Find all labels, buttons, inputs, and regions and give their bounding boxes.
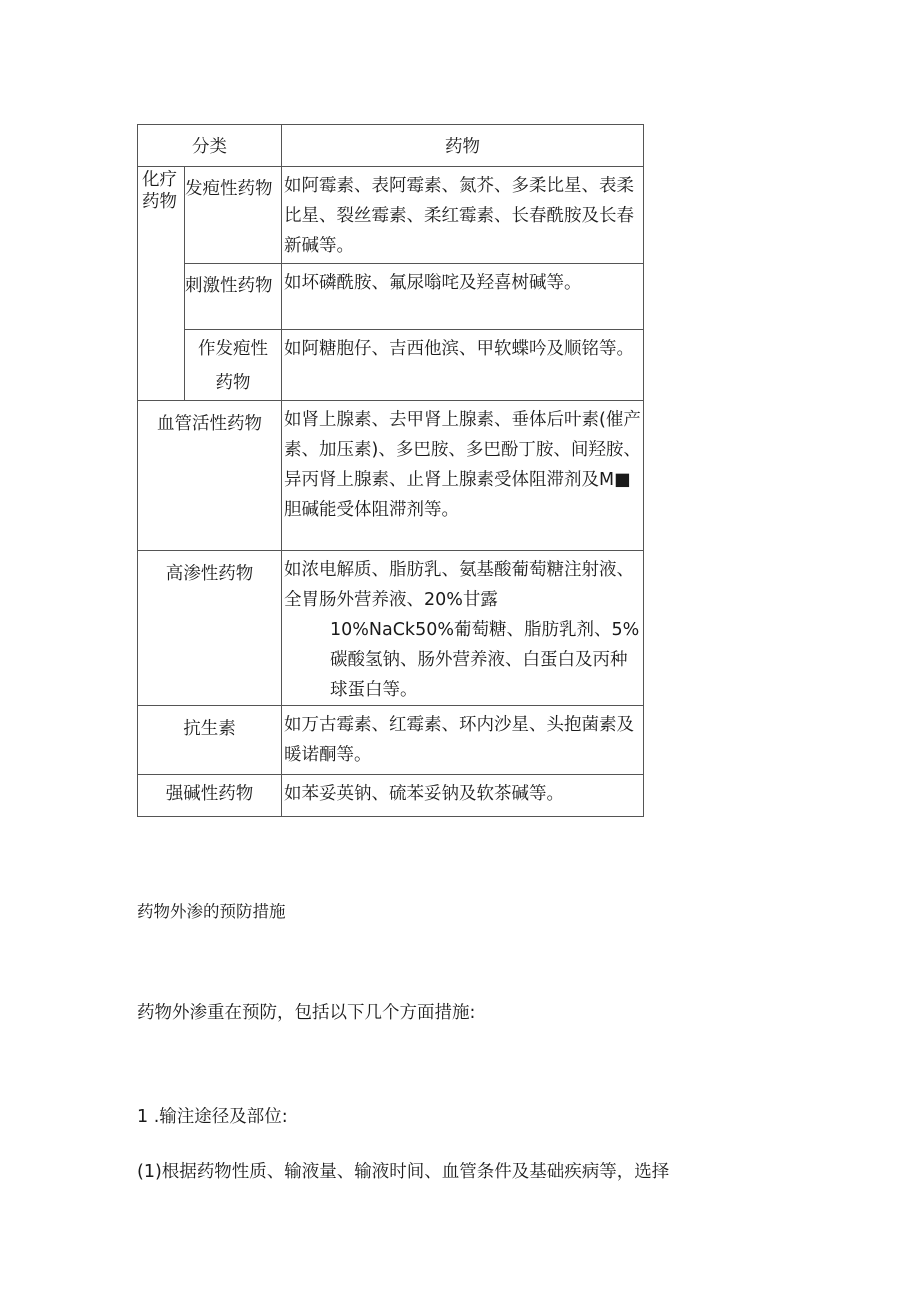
row-drugs: 如万古霉素、红霉素、环内沙星、头抱菌素及暖诺酮等。	[282, 706, 644, 775]
row-drugs: 如阿糖胞仔、吉西他滨、甲软蝶吟及顺铭等。	[282, 330, 644, 401]
header-drugs: 药物	[282, 125, 644, 167]
table-row	[138, 706, 644, 775]
table-row	[138, 330, 644, 401]
chemo-group-label: 化疗药物	[138, 167, 185, 401]
row-category: 高渗性药物	[138, 551, 282, 706]
row-category: 发疱性药物	[185, 167, 282, 264]
row-drugs: 如坏磷酰胺、氟尿嗡咤及羟喜树碱等。	[282, 264, 644, 330]
row-category: 抗生素	[138, 706, 282, 775]
row-category: 强碱性药物	[138, 775, 282, 817]
row-category: 作发疱性药物	[185, 330, 282, 401]
row-drugs: 如肾上腺素、去甲肾上腺素、垂体后叶素(催产素、加压素)、多巴胺、多巴酚丁胺、间羟胺、异丙肾上腺素、止肾上腺素受体阻滞剂及M■胆碱能受体阻滞剂等。	[282, 401, 644, 551]
table-header-row	[138, 125, 644, 167]
row-drugs-line2: 10%NaCk50%葡萄糖、脂肪乳剂、5%碳酸氢钠、肠外营养液、白蛋白及丙种球蛋白等。	[330, 620, 640, 700]
row-drugs	[282, 551, 644, 706]
intro-paragraph: 药物外渗重在预防，包括以下几个方面措施:	[137, 1003, 476, 1023]
row-drugs-line1: 如浓电解质、脂肪乳、氨基酸葡萄糖注射液、全胃肠外营养液、20%甘露	[284, 560, 634, 610]
table-row	[138, 775, 644, 817]
drug-classification-table	[137, 124, 644, 817]
list-item-1: 1 .输注途径及部位:	[137, 1107, 288, 1127]
row-drugs: 如苯妥英钠、硫苯妥钠及软茶碱等。	[282, 775, 644, 817]
table-row	[138, 264, 644, 330]
row-drugs: 如阿霉素、表阿霉素、氮芥、多柔比星、表柔比星、裂丝霉素、柔红霉素、长春酰胺及长春新碱等。	[282, 167, 644, 264]
list-item-1-1: (1)根据药物性质、输液量、输液时间、血管条件及基础疾病等，选择	[137, 1162, 670, 1182]
table-row	[138, 551, 644, 706]
row-category: 刺激性药物	[185, 264, 282, 330]
section-heading: 药物外渗的预防措施	[137, 902, 286, 921]
header-category: 分类	[138, 125, 282, 167]
table-row	[138, 401, 644, 551]
row-category: 血管活性药物	[138, 401, 282, 551]
table-row	[138, 167, 644, 264]
